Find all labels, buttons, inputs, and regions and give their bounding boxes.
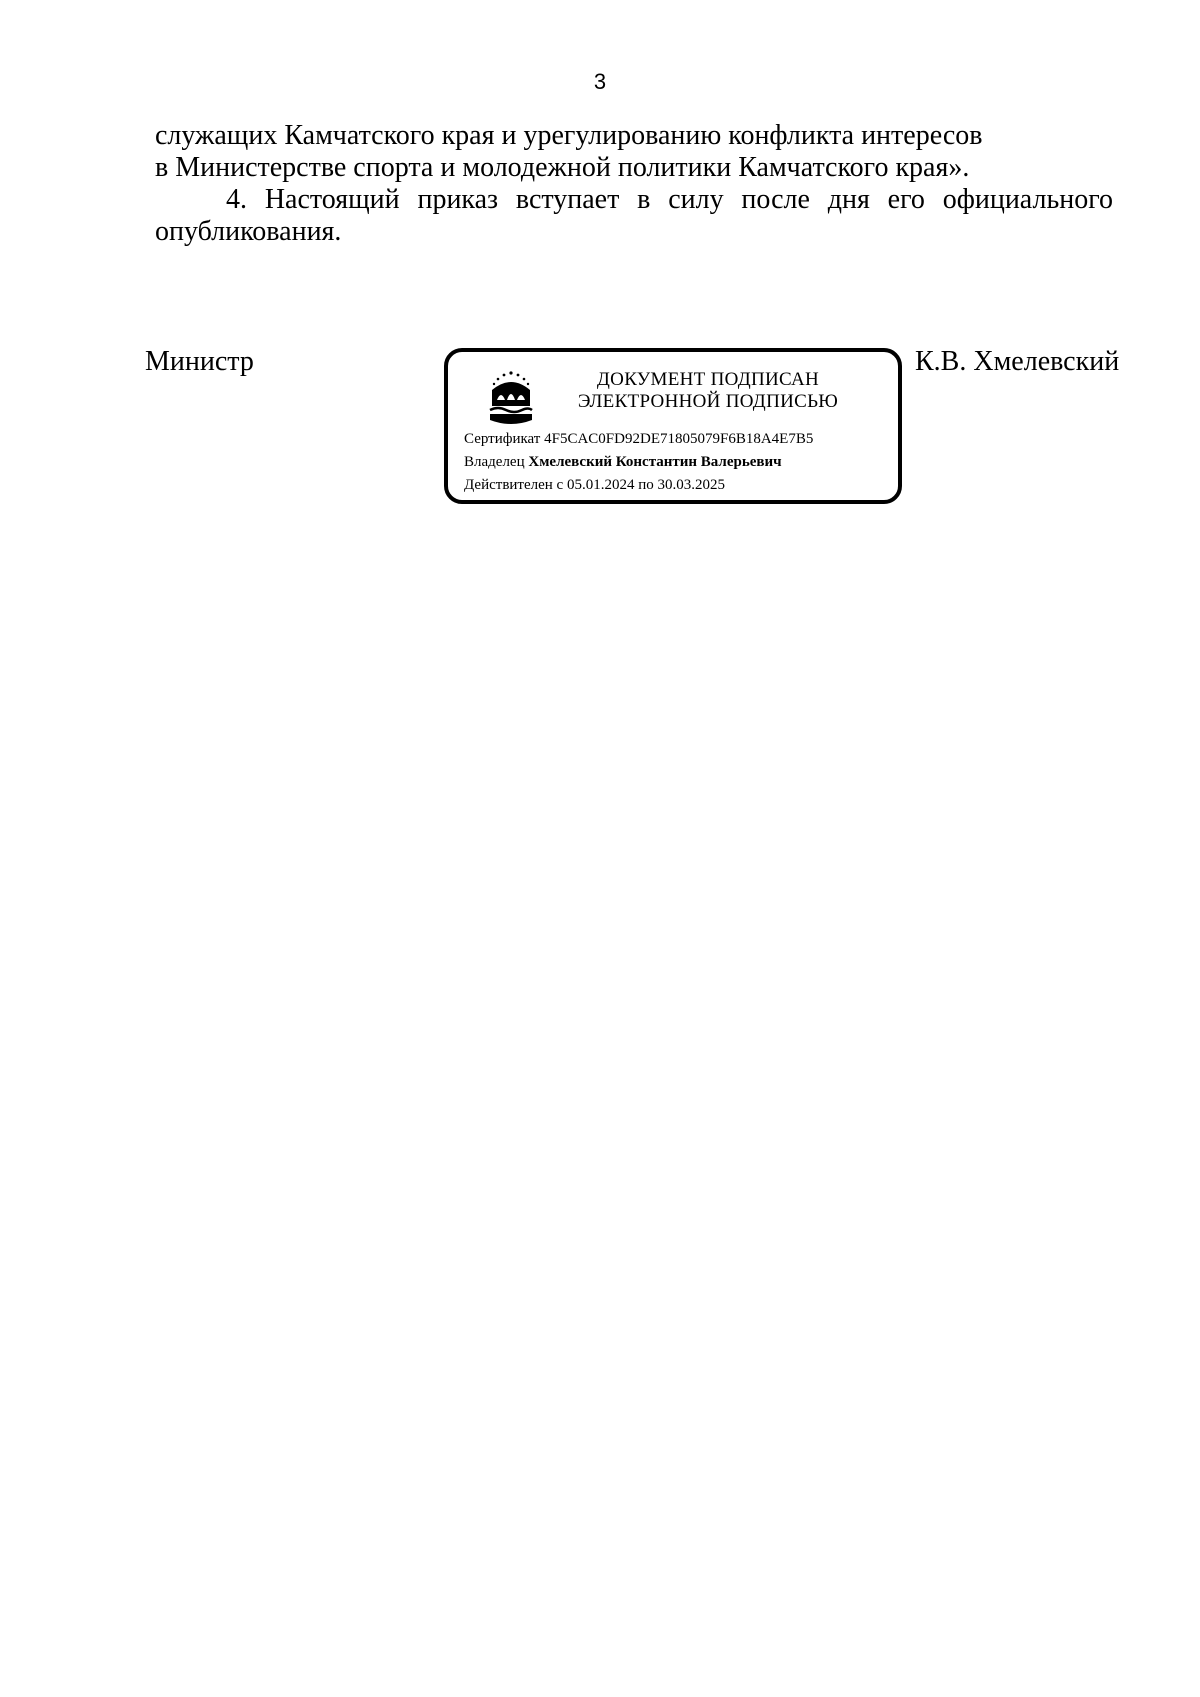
- valid-to: 30.03.2025: [657, 477, 725, 493]
- page-number: 3: [593, 69, 607, 94]
- certificate-value: 4F5CAC0FD92DE71805079F6B18A4E7B5: [544, 431, 814, 447]
- certificate-label: Сертификат: [464, 431, 541, 447]
- owner-value: Хмелевский Константин Валерьевич: [528, 454, 782, 470]
- electronic-signature-stamp: [444, 348, 902, 504]
- document-body: [155, 120, 1113, 248]
- paragraph-3-continuation: [155, 120, 1113, 184]
- signatory-name: К.В. Хмелевский: [915, 346, 1120, 377]
- paragraph-line-2: в Министерстве спорта и молодежной политики Камчатского края».: [155, 152, 970, 183]
- validity-row: [464, 474, 813, 497]
- kamchatka-emblem-icon: [486, 370, 536, 426]
- stamp-title-line-1: ДОКУМЕНТ ПОДПИСАН: [596, 369, 820, 390]
- certificate-row: [464, 428, 813, 451]
- signatory-position: Министр: [145, 346, 254, 377]
- owner-row: [464, 451, 813, 474]
- valid-label: Действителен с: [464, 477, 564, 493]
- stamp-title: [558, 369, 858, 413]
- stamp-title-line-2: ЭЛЕКТРОННОЙ ПОДПИСЬЮ: [577, 391, 839, 412]
- valid-to-label: по: [638, 477, 654, 493]
- valid-from: 05.01.2024: [566, 477, 635, 493]
- stamp-details: [464, 428, 813, 497]
- paragraph-line-1: служащих Камчатского края и урегулированию конфликта интересов: [155, 120, 983, 151]
- paragraph-4: 4. Настоящий приказ вступает в силу после дня его официального опубликования.: [155, 184, 1113, 247]
- owner-label: Владелец: [464, 454, 525, 470]
